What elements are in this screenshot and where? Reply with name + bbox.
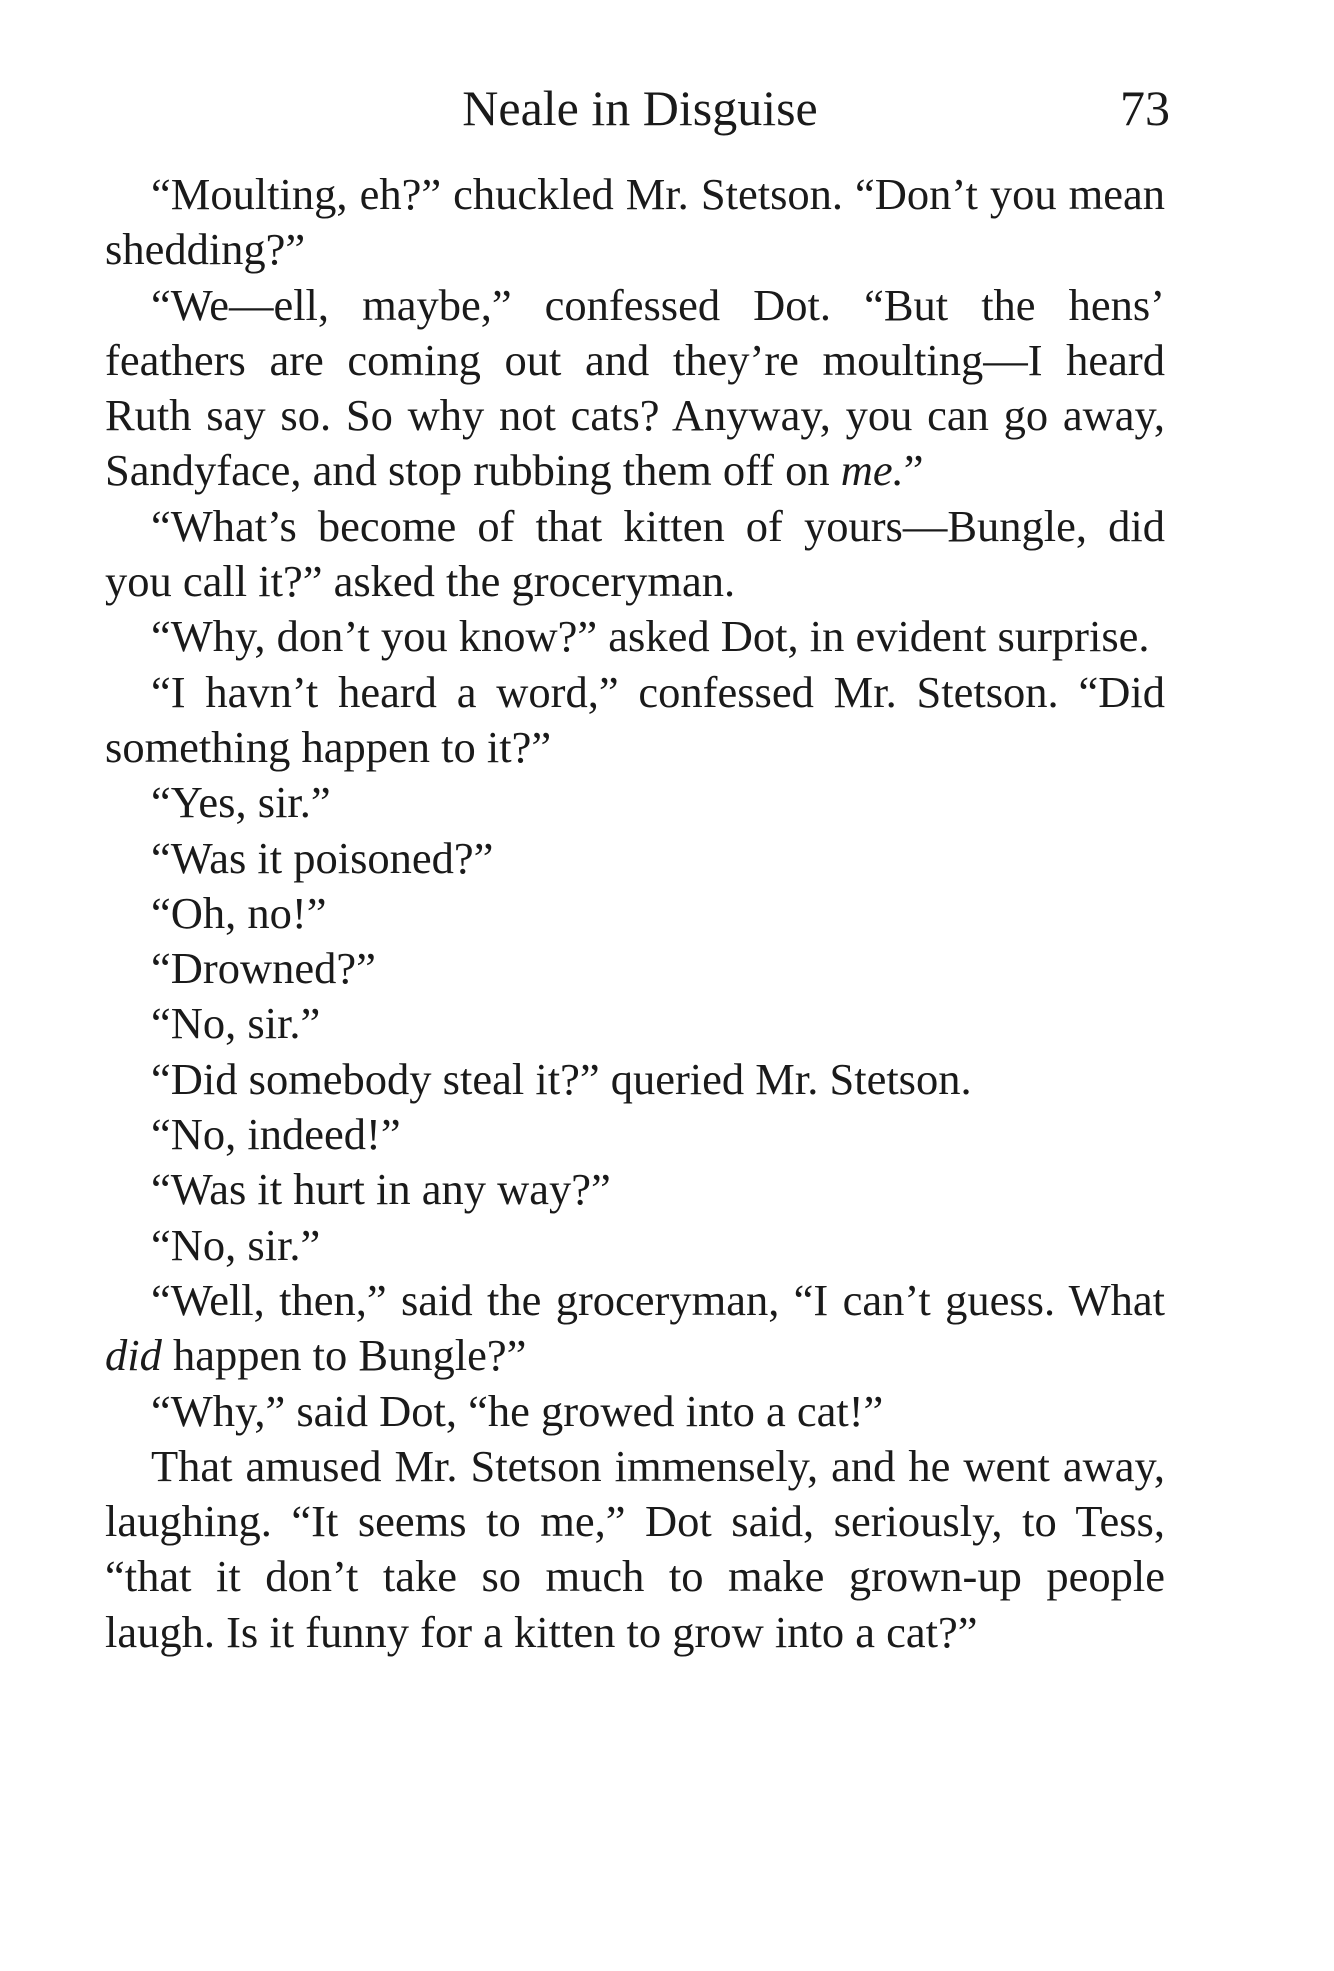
paragraph-text: “No, sir.” [151, 998, 321, 1049]
paragraph [105, 499, 1165, 610]
paragraph-text: “I havn’t heard a word,” confessed Mr. Stetson. “Did something happen to it?” [105, 666, 1165, 772]
paragraph [105, 886, 1165, 941]
paragraph [105, 996, 1165, 1051]
page-title: Neale in Disguise [462, 80, 818, 136]
paragraph [105, 1052, 1165, 1107]
paragraph-text: “No, indeed!” [151, 1109, 401, 1160]
paragraph [105, 1273, 1165, 1384]
paragraph-text: “Oh, no!” [151, 887, 327, 938]
body-text [105, 167, 1165, 1660]
emphasis-text: me. [840, 445, 904, 496]
paragraph [105, 665, 1165, 776]
paragraph-text-after: ” [903, 445, 924, 496]
paragraph-text: “Why,” said Dot, “he growed into a cat!” [151, 1385, 884, 1436]
paragraph-text: “We—ell, maybe,” confessed Dot. “But the hens’ feathers are coming out and they’re moulting—I heard Ruth say so. So why not cats? Anyway, you can go away, Sandyface, and stop rubbing them off on [105, 279, 1165, 496]
paragraph-text: “Why, don’t you know?” asked Dot, in evident surprise. [151, 611, 1150, 662]
paragraph-text: “Yes, sir.” [151, 777, 331, 828]
paragraph-text: That amused Mr. Stetson immensely, and he went away, laughing. “It seems to me,” Dot said, seriously, to Tess, “that it don’t take so much to make grown-up people laugh. Is it funny for a kitten to grow into a cat?” [105, 1440, 1165, 1657]
paragraph [105, 1384, 1165, 1439]
paragraph [105, 1218, 1165, 1273]
paragraph [105, 278, 1165, 499]
paragraph [105, 1439, 1165, 1660]
paragraph [105, 775, 1165, 830]
paragraph [105, 941, 1165, 996]
paragraph [105, 1107, 1165, 1162]
paragraph [105, 609, 1165, 664]
paragraph-text: “Did somebody steal it?” queried Mr. Stetson. [151, 1053, 972, 1104]
paragraph [105, 831, 1165, 886]
paragraph-text: “Was it poisoned?” [151, 832, 494, 883]
paragraph-text: “Moulting, eh?” chuckled Mr. Stetson. “Don’t you mean shedding?” [105, 169, 1165, 275]
running-head [110, 78, 1170, 138]
emphasis-text: did [105, 1330, 162, 1381]
paragraph-text: “What’s become of that kitten of yours—Bungle, did you call it?” asked the groceryman. [105, 500, 1165, 607]
paragraph-text: “Was it hurt in any way?” [151, 1164, 611, 1215]
paragraph [105, 1162, 1165, 1217]
paragraph-text: “Drowned?” [151, 943, 376, 994]
paragraph-text-after: happen to Bungle?” [161, 1330, 527, 1381]
paragraph-text: “Well, then,” said the groceryman, “I can’t guess. What [151, 1274, 1165, 1325]
paragraph-text: “No, sir.” [151, 1219, 321, 1270]
paragraph [105, 167, 1165, 278]
page-number: 73 [1120, 80, 1170, 136]
